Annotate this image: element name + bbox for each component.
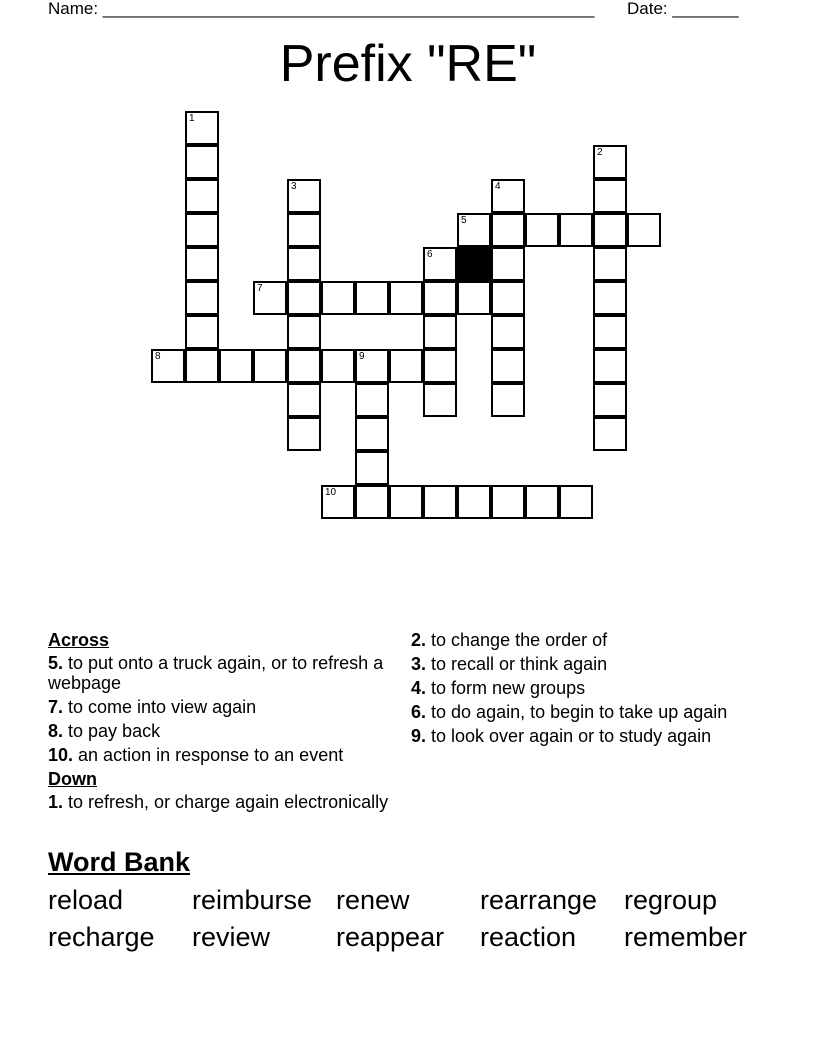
grid-cell[interactable]: [321, 281, 355, 315]
clue-item: [48, 697, 393, 717]
clue-number: 8: [155, 351, 161, 362]
clue-text: to do again, to begin to take up again: [426, 702, 728, 722]
grid-cell[interactable]: [389, 281, 423, 315]
grid-cell[interactable]: [423, 281, 457, 315]
clue-item: [48, 792, 393, 812]
clue-number: 9: [359, 351, 365, 362]
grid-cell[interactable]: [491, 485, 525, 519]
grid-cell[interactable]: [593, 213, 627, 247]
clue-number: 2.: [411, 630, 427, 650]
word-bank-item: reappear: [336, 922, 445, 952]
grid-cell[interactable]: [423, 485, 457, 519]
grid-cell[interactable]: [423, 349, 457, 383]
grid-cell[interactable]: [559, 485, 593, 519]
clue-number: 6: [427, 249, 433, 260]
grid-cell[interactable]: [593, 349, 627, 383]
grid-cell[interactable]: [185, 179, 219, 213]
clue-text: to put onto a truck again, or to refresh a webpage: [48, 653, 384, 693]
grid-cell[interactable]: [185, 315, 219, 349]
grid-cell[interactable]: [491, 315, 525, 349]
grid-cell[interactable]: [355, 349, 389, 383]
word-bank-title: Word Bank: [48, 847, 191, 877]
clue-item: [411, 702, 741, 722]
name-field-label: Name: ____________________________________________________: [48, 0, 595, 18]
clue-text: to recall or think again: [426, 654, 608, 674]
grid-cell[interactable]: [355, 417, 389, 451]
grid-cell[interactable]: [355, 383, 389, 417]
grid-cell[interactable]: [253, 281, 287, 315]
clue-text: to come into view again: [63, 697, 257, 717]
grid-cell[interactable]: [185, 145, 219, 179]
clue-text: to look over again or to study again: [426, 726, 712, 746]
grid-cell[interactable]: [593, 417, 627, 451]
clue-item: [411, 678, 741, 698]
clue-number: 3.: [411, 654, 427, 674]
grid-cell[interactable]: [491, 281, 525, 315]
clue-number: 8.: [48, 721, 64, 741]
word-bank-item: reimburse: [192, 885, 313, 915]
word-bank-item: renew: [336, 885, 410, 915]
grid-cell[interactable]: [355, 281, 389, 315]
grid-cell[interactable]: [253, 349, 287, 383]
grid-cell[interactable]: [287, 417, 321, 451]
grid-cell[interactable]: [593, 383, 627, 417]
clue-item: [411, 726, 741, 746]
grid-cell[interactable]: [593, 247, 627, 281]
grid-cell[interactable]: [287, 315, 321, 349]
clue-number: 10: [325, 487, 337, 498]
clue-number: 7: [257, 283, 263, 294]
clue-heading: Down: [48, 769, 97, 789]
grid-cell[interactable]: [423, 315, 457, 349]
clue-text: to refresh, or charge again electronically: [63, 792, 389, 812]
grid-cell[interactable]: [185, 281, 219, 315]
grid-cell[interactable]: [491, 179, 525, 213]
clue-item: [48, 721, 393, 741]
grid-cell[interactable]: [185, 111, 219, 145]
grid-cell[interactable]: [593, 145, 627, 179]
clue-item: [411, 630, 741, 650]
clue-number: 2: [597, 147, 603, 158]
grid-cell[interactable]: [593, 315, 627, 349]
grid-cell[interactable]: [491, 383, 525, 417]
grid-cell[interactable]: [525, 485, 559, 519]
grid-cell[interactable]: [593, 281, 627, 315]
word-bank-item: rearrange: [480, 885, 598, 915]
grid-cell[interactable]: [627, 213, 661, 247]
grid-cell[interactable]: [287, 349, 321, 383]
clue-number: 5.: [48, 653, 64, 673]
grid-cell[interactable]: [423, 247, 457, 281]
grid-cell[interactable]: [185, 247, 219, 281]
grid-cell[interactable]: [287, 179, 321, 213]
grid-cell[interactable]: [491, 349, 525, 383]
clue-item: [411, 654, 741, 674]
word-bank-item: reaction: [480, 922, 577, 952]
clue-item: [48, 653, 393, 693]
clue-heading: Across: [48, 630, 110, 650]
grid-cell[interactable]: [559, 213, 593, 247]
grid-cell[interactable]: [151, 349, 185, 383]
grid-cell[interactable]: [423, 383, 457, 417]
clue-number: 4.: [411, 678, 427, 698]
grid-cell[interactable]: [287, 247, 321, 281]
clue-text: an action in response to an event: [73, 745, 344, 765]
grid-cell[interactable]: [525, 213, 559, 247]
grid-cell[interactable]: [185, 213, 219, 247]
grid-cell[interactable]: [457, 485, 491, 519]
grid-cell[interactable]: [457, 213, 491, 247]
grid-cell[interactable]: [287, 213, 321, 247]
grid-cell[interactable]: [287, 281, 321, 315]
grid-cell[interactable]: [355, 451, 389, 485]
clue-number: 6.: [411, 702, 427, 722]
grid-cell[interactable]: [491, 247, 525, 281]
grid-cell[interactable]: [457, 281, 491, 315]
grid-cell[interactable]: [389, 485, 423, 519]
clue-number: 3: [291, 181, 297, 192]
grid-cell[interactable]: [593, 179, 627, 213]
clue-number: 7.: [48, 697, 64, 717]
word-bank-item: review: [192, 922, 271, 952]
word-bank-item: reload: [48, 885, 124, 915]
grid-cell[interactable]: [389, 349, 423, 383]
clue-text: to change the order of: [426, 630, 608, 650]
grid-cell[interactable]: [219, 349, 253, 383]
grid-cell[interactable]: [287, 383, 321, 417]
clues-left-column: [48, 630, 393, 816]
grid-cell[interactable]: [321, 485, 355, 519]
clue-number: 10.: [48, 745, 74, 765]
clues-right-column: [411, 630, 741, 750]
grid-cell[interactable]: [491, 213, 525, 247]
clue-number: 4: [495, 181, 501, 192]
clue-number: 1: [189, 113, 195, 124]
grid-cell[interactable]: [321, 349, 355, 383]
clue-text: to form new groups: [426, 678, 586, 698]
grid-cell[interactable]: [185, 349, 219, 383]
word-bank-item: regroup: [624, 885, 718, 915]
clue-number: 5: [461, 215, 467, 226]
word-bank-item: recharge: [48, 922, 155, 952]
clue-number: 9.: [411, 726, 427, 746]
date-field-label: Date: _______: [627, 0, 739, 18]
clue-number: 1.: [48, 792, 64, 812]
clue-text: to pay back: [63, 721, 161, 741]
word-bank-item: remember: [624, 922, 748, 952]
black-cell: [457, 247, 491, 281]
page-title: Prefix "RE": [279, 35, 537, 93]
grid-cell[interactable]: [355, 485, 389, 519]
clue-item: [48, 745, 393, 765]
